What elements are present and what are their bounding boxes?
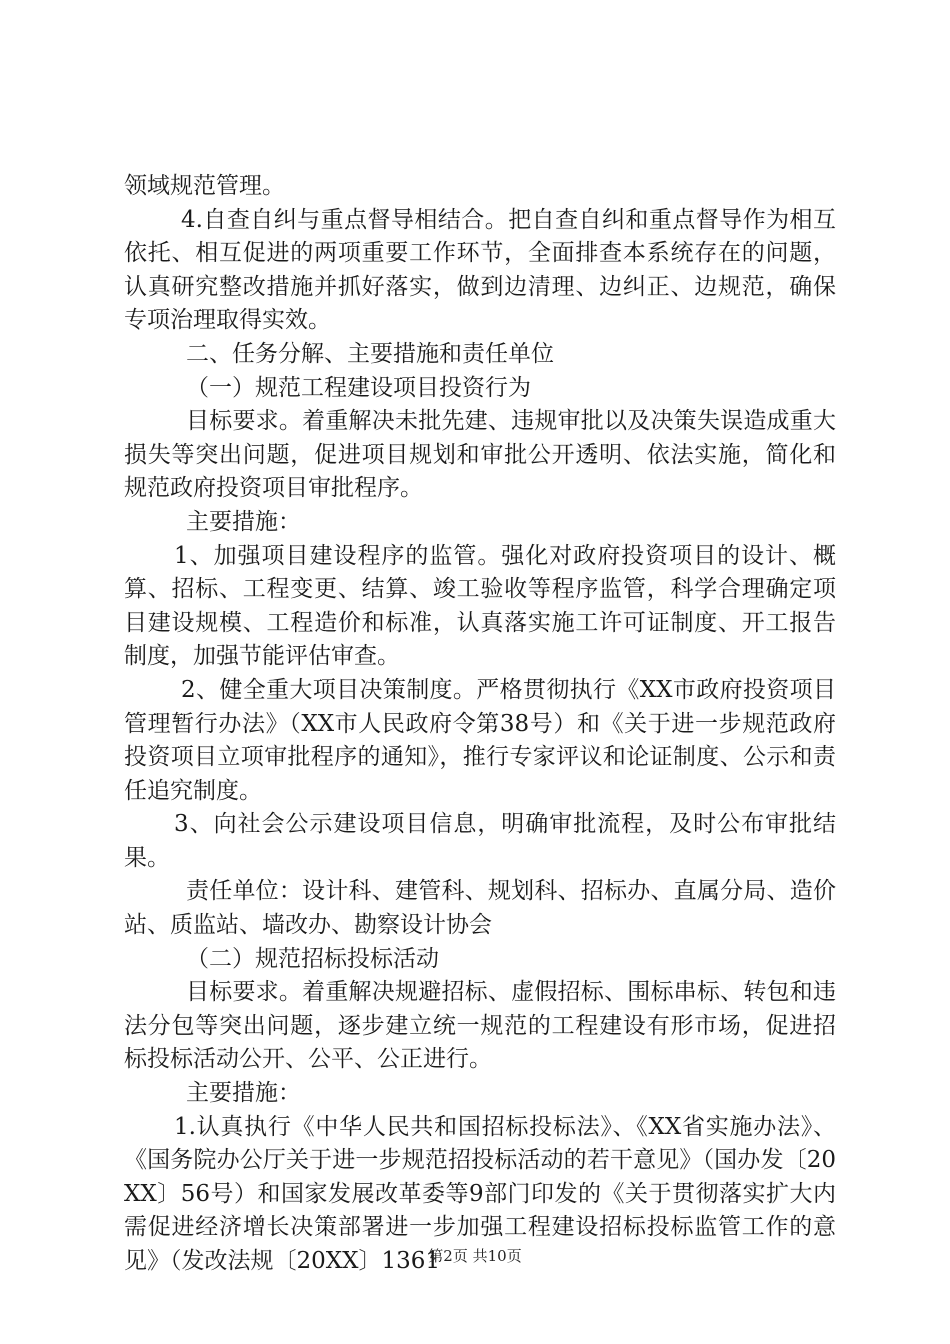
paragraph: 领域规范管理。	[124, 173, 285, 199]
page-number-footer: 第2页 共10页	[428, 1247, 522, 1265]
document-body	[124, 170, 836, 1279]
subsection-heading: （一）规范工程建设项目投资行为	[186, 374, 531, 401]
paragraph: 2、健全重大项目决策制度。严格贯彻执行《XX市政府投资项目管理暂行办法》（XX市人民政府令第38号）和《关于进一步规范政府投资项目立项审批程序的通知》，推行专家评议和论证制度、公示和责任追究制度。	[124, 676, 836, 804]
paragraph: 1.认真执行《中华人民共和国招标投标法》、《XX省实施办法》、《国务院办公厅关于进一步规范招投标活动的若干意见》（国办发〔20XX〕56号）和国家发展改革委等9部门印发的《关于贯彻落实扩大内需促进经济增长决策部署进一步加强工程建设招标投标监管工作的意见》（发改法规〔20XX〕1361	[124, 1113, 836, 1274]
subsection-heading: （二）规范招标投标活动	[186, 945, 439, 972]
section-heading: 二、任务分解、主要措施和责任单位	[186, 340, 554, 367]
paragraph-label: 主要措施：	[186, 508, 301, 535]
paragraph: 1、加强项目建设程序的监管。强化对政府投资项目的设计、概算、招标、工程变更、结算、竣工验收等程序监管，科学合理确定项目建设规模、工程造价和标准，认真落实施工许可证制度、开工报告制度，加强节能评估审查。	[124, 542, 836, 670]
paragraph: 4.自查自纠与重点督导相结合。把自查自纠和重点督导作为相互依托、相互促进的两项重要工作环节，全面排查本系统存在的问题，认真研究整改措施并抓好落实，做到边清理、边纠正、边规范，确保专项治理取得实效。	[124, 206, 836, 334]
paragraph: 目标要求。着重解决未批先建、违规审批以及决策失误造成重大损失等突出问题，促进项目规划和审批公开透明、依法实施，简化和规范政府投资项目审批程序。	[124, 408, 836, 502]
paragraph: 责任单位：设计科、建管科、规划科、招标办、直属分局、造价站、质监站、墙改办、勘察设计协会	[124, 878, 836, 939]
paragraph-label: 主要措施：	[186, 1080, 301, 1107]
paragraph: 目标要求。着重解决规避招标、虚假招标、围标串标、转包和违法分包等突出问题，逐步建立统一规范的工程建设有形市场，促进招标投标活动公开、公平、公正进行。	[124, 979, 836, 1073]
paragraph: 3、向社会公示建设项目信息，明确审批流程，及时公布审批结果。	[124, 811, 836, 871]
